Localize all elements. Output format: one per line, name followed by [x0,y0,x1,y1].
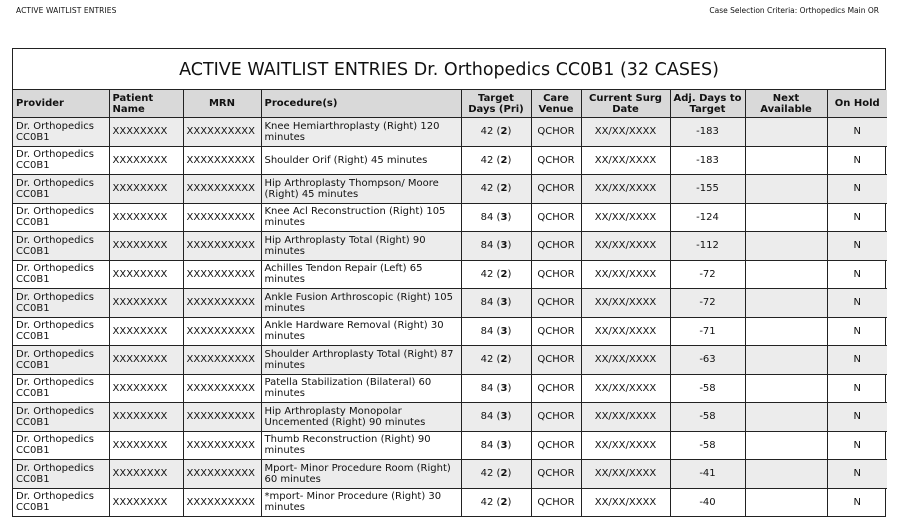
cell-provider: Dr. Orthopedics CC0B1 [13,118,109,147]
cell-patient-name: XXXXXXXX [109,460,183,489]
cell-care-venue: QCHOR [531,203,581,232]
cell-target-days: 42 (2) [461,260,531,289]
target-days-value: 84 [480,211,494,223]
cell-on-hold: N [827,260,887,289]
target-days-value: 42 [480,268,494,280]
cell-mrn: XXXXXXXXXX [183,146,261,175]
cell-surg-date: XX/XX/XXXX [581,289,670,318]
cell-target-days: 42 (2) [461,118,531,147]
cell-surg-date: XX/XX/XXXX [581,374,670,403]
cell-on-hold: N [827,346,887,375]
priority-value: 2 [500,126,508,138]
cell-procedure: Knee Acl Reconstruction (Right) 105 minutes [261,203,461,232]
cell-procedure: Knee Hemiarthroplasty (Right) 120 minutes [261,118,461,147]
cell-on-hold: N [827,460,887,489]
priority-value: 2 [500,268,508,280]
cell-adj-days: -155 [670,175,745,204]
cell-next-available [745,488,827,516]
table-row [13,175,887,204]
priority-value: 2 [500,354,508,366]
cell-surg-date: XX/XX/XXXX [581,260,670,289]
cell-on-hold: N [827,232,887,261]
table-row [13,460,887,489]
cell-procedure: Ankle Hardware Removal (Right) 30 minutes [261,317,461,346]
table-row [13,146,887,175]
cell-on-hold: N [827,289,887,318]
cell-care-venue: QCHOR [531,317,581,346]
cell-care-venue: QCHOR [531,175,581,204]
cell-adj-days: -72 [670,260,745,289]
target-days-value: 42 [480,354,494,366]
cell-provider: Dr. Orthopedics CC0B1 [13,146,109,175]
cell-patient-name: XXXXXXXX [109,431,183,460]
col-header-surg-date: Current Surg Date [581,90,670,118]
cell-adj-days: -124 [670,203,745,232]
table-row [13,289,887,318]
cell-provider: Dr. Orthopedics CC0B1 [13,289,109,318]
priority-value: 2 [500,496,508,508]
cell-on-hold: N [827,203,887,232]
cell-adj-days: -63 [670,346,745,375]
table-row [13,403,887,432]
cell-adj-days: -58 [670,431,745,460]
table-row [13,203,887,232]
cell-target-days: 42 (2) [461,488,531,516]
cell-procedure: Patella Stabilization (Bilateral) 60 minutes [261,374,461,403]
waitlist-table [13,90,887,516]
cell-adj-days: -58 [670,403,745,432]
cell-patient-name: XXXXXXXX [109,175,183,204]
cell-provider: Dr. Orthopedics CC0B1 [13,431,109,460]
cell-patient-name: XXXXXXXX [109,488,183,516]
cell-provider: Dr. Orthopedics CC0B1 [13,403,109,432]
cell-provider: Dr. Orthopedics CC0B1 [13,460,109,489]
cell-surg-date: XX/XX/XXXX [581,403,670,432]
cell-next-available [745,346,827,375]
cell-mrn: XXXXXXXXXX [183,346,261,375]
cell-care-venue: QCHOR [531,146,581,175]
cell-target-days: 84 (3) [461,431,531,460]
table-row [13,260,887,289]
report-header-label: ACTIVE WAITLIST ENTRIES [16,6,117,15]
cell-adj-days: -71 [670,317,745,346]
cell-procedure: Ankle Fusion Arthroscopic (Right) 105 minutes [261,289,461,318]
cell-next-available [745,118,827,147]
cell-care-venue: QCHOR [531,260,581,289]
cell-surg-date: XX/XX/XXXX [581,118,670,147]
cell-mrn: XXXXXXXXXX [183,175,261,204]
target-days-value: 42 [480,496,494,508]
cell-target-days: 42 (2) [461,346,531,375]
col-header-patient-name: Patient Name [109,90,183,118]
cell-patient-name: XXXXXXXX [109,146,183,175]
cell-on-hold: N [827,118,887,147]
target-days-value: 42 [480,126,494,138]
cell-adj-days: -183 [670,118,745,147]
cell-mrn: XXXXXXXXXX [183,289,261,318]
cell-surg-date: XX/XX/XXXX [581,175,670,204]
cell-next-available [745,260,827,289]
priority-value: 3 [500,439,508,451]
target-days-value: 84 [480,297,494,309]
cell-patient-name: XXXXXXXX [109,232,183,261]
cell-care-venue: QCHOR [531,488,581,516]
priority-value: 2 [500,154,508,166]
cell-adj-days: -58 [670,374,745,403]
cell-adj-days: -112 [670,232,745,261]
cell-on-hold: N [827,403,887,432]
cell-next-available [745,403,827,432]
cell-target-days: 84 (3) [461,403,531,432]
cell-mrn: XXXXXXXXXX [183,317,261,346]
cell-procedure: Mport- Minor Procedure Room (Right) 60 minutes [261,460,461,489]
cell-adj-days: -183 [670,146,745,175]
cell-target-days: 42 (2) [461,460,531,489]
cell-adj-days: -41 [670,460,745,489]
cell-provider: Dr. Orthopedics CC0B1 [13,346,109,375]
target-days-value: 84 [480,240,494,252]
cell-care-venue: QCHOR [531,431,581,460]
cell-mrn: XXXXXXXXXX [183,431,261,460]
cell-adj-days: -40 [670,488,745,516]
cell-on-hold: N [827,374,887,403]
cell-on-hold: N [827,317,887,346]
target-days-value: 84 [480,439,494,451]
cell-surg-date: XX/XX/XXXX [581,346,670,375]
cell-target-days: 42 (2) [461,175,531,204]
col-header-provider: Provider [13,90,109,118]
cell-surg-date: XX/XX/XXXX [581,203,670,232]
cell-patient-name: XXXXXXXX [109,403,183,432]
cell-mrn: XXXXXXXXXX [183,260,261,289]
cell-surg-date: XX/XX/XXXX [581,232,670,261]
cell-procedure: Achilles Tendon Repair (Left) 65 minutes [261,260,461,289]
cell-procedure: *mport- Minor Procedure (Right) 30 minutes [261,488,461,516]
priority-value: 2 [500,468,508,480]
cell-procedure: Shoulder Arthroplasty Total (Right) 87 minutes [261,346,461,375]
table-header-row [13,90,887,118]
cell-care-venue: QCHOR [531,460,581,489]
col-header-adj-days: Adj. Days to Target [670,90,745,118]
cell-next-available [745,317,827,346]
priority-value: 3 [500,325,508,337]
cell-target-days: 84 (3) [461,374,531,403]
cell-on-hold: N [827,431,887,460]
col-header-next-available: Next Available [745,90,827,118]
cell-target-days: 84 (3) [461,203,531,232]
table-row [13,232,887,261]
cell-next-available [745,289,827,318]
target-days-value: 42 [480,183,494,195]
target-days-value: 42 [480,468,494,480]
cell-care-venue: QCHOR [531,232,581,261]
cell-mrn: XXXXXXXXXX [183,374,261,403]
cell-surg-date: XX/XX/XXXX [581,317,670,346]
col-header-mrn: MRN [183,90,261,118]
cell-procedure: Shoulder Orif (Right) 45 minutes [261,146,461,175]
priority-value: 3 [500,382,508,394]
cell-next-available [745,431,827,460]
target-days-value: 84 [480,411,494,423]
cell-procedure: Thumb Reconstruction (Right) 90 minutes [261,431,461,460]
cell-next-available [745,374,827,403]
cell-care-venue: QCHOR [531,289,581,318]
cell-provider: Dr. Orthopedics CC0B1 [13,488,109,516]
cell-procedure: Hip Arthroplasty Monopolar Uncemented (Right) 90 minutes [261,403,461,432]
table-row [13,317,887,346]
cell-next-available [745,203,827,232]
cell-care-venue: QCHOR [531,118,581,147]
col-header-procedure: Procedure(s) [261,90,461,118]
table-row [13,488,887,516]
cell-provider: Dr. Orthopedics CC0B1 [13,260,109,289]
table-row [13,374,887,403]
cell-mrn: XXXXXXXXXX [183,232,261,261]
cell-next-available [745,175,827,204]
cell-target-days: 84 (3) [461,232,531,261]
cell-patient-name: XXXXXXXX [109,346,183,375]
cell-surg-date: XX/XX/XXXX [581,460,670,489]
cell-target-days: 42 (2) [461,146,531,175]
table-row [13,346,887,375]
cell-patient-name: XXXXXXXX [109,317,183,346]
cell-mrn: XXXXXXXXXX [183,460,261,489]
cell-procedure: Hip Arthroplasty Thompson/ Moore (Right) 45 minutes [261,175,461,204]
priority-value: 3 [500,411,508,423]
cell-on-hold: N [827,146,887,175]
cell-on-hold: N [827,488,887,516]
table-row [13,431,887,460]
cell-mrn: XXXXXXXXXX [183,118,261,147]
waitlist-report [12,48,886,517]
col-header-on-hold: On Hold [827,90,887,118]
cell-provider: Dr. Orthopedics CC0B1 [13,203,109,232]
cell-provider: Dr. Orthopedics CC0B1 [13,232,109,261]
cell-target-days: 84 (3) [461,317,531,346]
selection-criteria-label: Case Selection Criteria: Orthopedics Main OR [709,6,879,15]
cell-surg-date: XX/XX/XXXX [581,146,670,175]
col-header-target-days: Target Days (Pri) [461,90,531,118]
cell-provider: Dr. Orthopedics CC0B1 [13,374,109,403]
report-title: ACTIVE WAITLIST ENTRIES Dr. Orthopedics CC0B1 (32 CASES) [13,49,885,90]
cell-provider: Dr. Orthopedics CC0B1 [13,175,109,204]
target-days-value: 84 [480,325,494,337]
cell-patient-name: XXXXXXXX [109,203,183,232]
table-row [13,118,887,147]
cell-mrn: XXXXXXXXXX [183,403,261,432]
cell-care-venue: QCHOR [531,403,581,432]
cell-patient-name: XXXXXXXX [109,374,183,403]
priority-value: 3 [500,211,508,223]
target-days-value: 84 [480,382,494,394]
cell-mrn: XXXXXXXXXX [183,203,261,232]
cell-adj-days: -72 [670,289,745,318]
cell-care-venue: QCHOR [531,374,581,403]
priority-value: 3 [500,240,508,252]
priority-value: 2 [500,183,508,195]
cell-care-venue: QCHOR [531,346,581,375]
target-days-value: 42 [480,154,494,166]
col-header-care-venue: Care Venue [531,90,581,118]
cell-patient-name: XXXXXXXX [109,118,183,147]
cell-target-days: 84 (3) [461,289,531,318]
cell-procedure: Hip Arthroplasty Total (Right) 90 minutes [261,232,461,261]
cell-on-hold: N [827,175,887,204]
cell-mrn: XXXXXXXXXX [183,488,261,516]
priority-value: 3 [500,297,508,309]
cell-next-available [745,232,827,261]
cell-surg-date: XX/XX/XXXX [581,488,670,516]
cell-next-available [745,146,827,175]
cell-patient-name: XXXXXXXX [109,260,183,289]
cell-provider: Dr. Orthopedics CC0B1 [13,317,109,346]
cell-next-available [745,460,827,489]
cell-surg-date: XX/XX/XXXX [581,431,670,460]
cell-patient-name: XXXXXXXX [109,289,183,318]
